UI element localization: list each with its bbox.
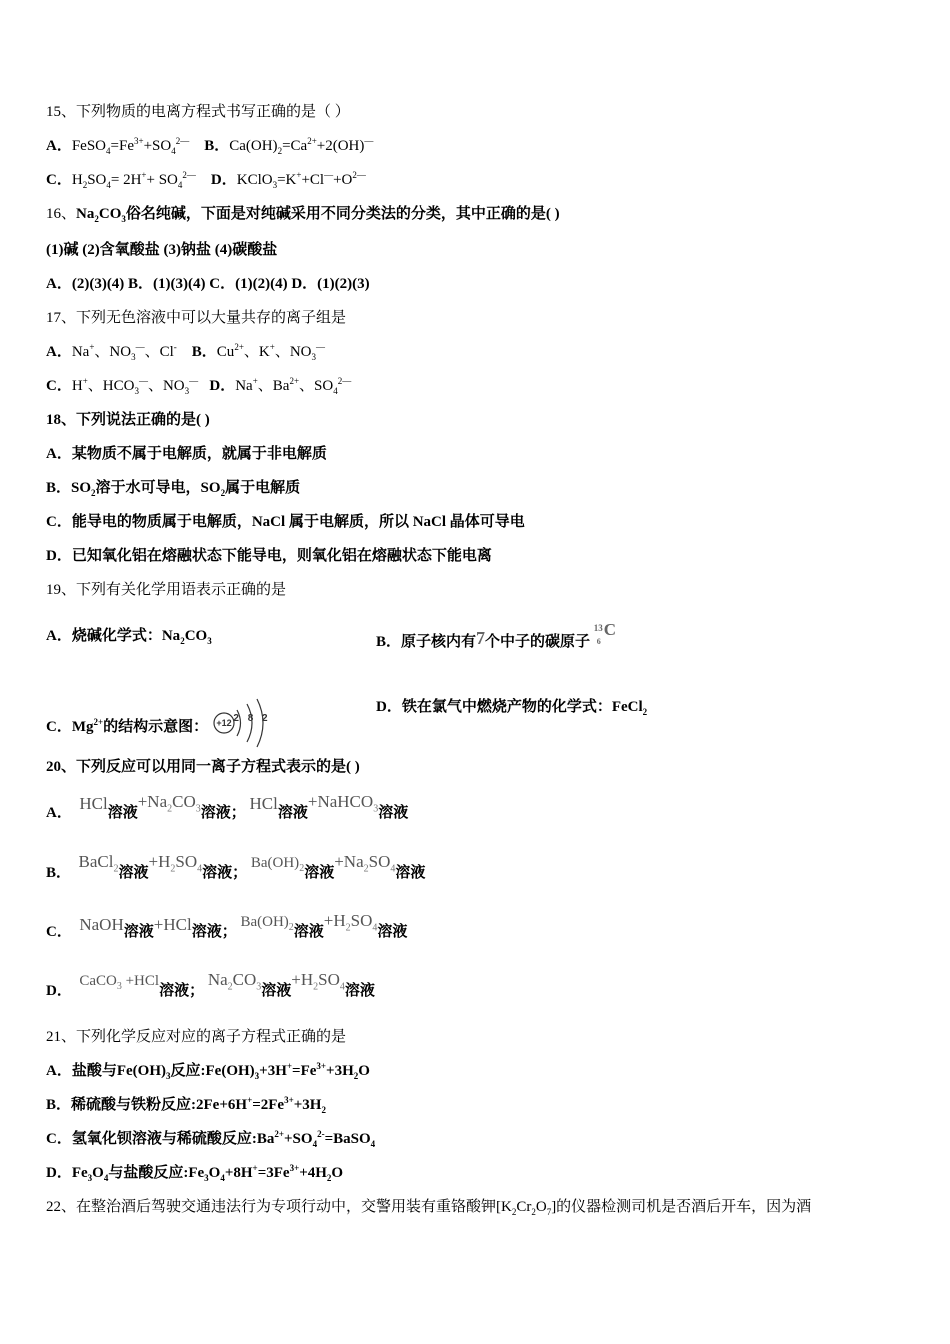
q21-option-a: A．盐酸与$Fe(OH)_3$反应$:Fe(OH)_3+3H^+=Fe^{3+}+3H_2O$: [46, 1061, 370, 1081]
q19-option-c: C．$Mg^{2+}$的结构示意图： +12 2 8 2: [46, 697, 274, 749]
q15-options-cd: C．$H_2SO_4= 2H^++ SO_4^{2—}$ D．$KClO_3=K^++Cl^—+O^{2—}$: [46, 170, 366, 190]
q20-option-b: B． BaCl$_2$溶液$+H_2SO_4$溶液； $Ba(OH)_2$溶液$+Na_2SO_4$溶液: [46, 852, 426, 881]
q16-categories: (1)碱 (2)含氧酸盐 (3)钠盐 (4)碳酸盐: [46, 242, 278, 258]
q22-stem: 22、在整治酒后驾驶交通违法行为专项行动中，交警用装有重铬酸钾$[K_2Cr_2O_7]$的仪器检测司机是否酒后开车，因为酒: [46, 1199, 812, 1217]
q18-option-b: B．$SO_2$溶于水可导电，$SO_2$属于电解质: [46, 480, 301, 498]
mg-ion-structure-diagram: [212, 697, 274, 749]
svg-text:2 8 2: 2 8 2: [233, 713, 271, 724]
q21-option-b: B．稀硫酸与铁粉反应$:2Fe+6H^+=2Fe^{3+}+3H_2$: [46, 1095, 326, 1115]
q21-option-c: C．氢氧化钡溶液与稀硫酸反应$:Ba^{2+}+SO_4^{2-}=BaSO_4$: [46, 1129, 376, 1149]
q19-stem: 19、下列有关化学用语表示正确的是: [46, 582, 287, 598]
q19-option-d: D．铁在氯气中燃烧产物的化学式：FeCl$_2$: [376, 699, 648, 717]
q18-option-c: C．能导电的物质属于电解质，NaCl 属于电解质，所以 NaCl 晶体可导电: [46, 514, 525, 530]
q20-stem: 20、下列反应可以用同一离子方程式表示的是( ): [46, 759, 360, 775]
q19-option-a: A．烧碱化学式：$Na_2CO_3$: [46, 628, 212, 646]
q17-options-cd: C．H+、$HCO_3^—$、$NO_3^—$ D．Na+、$Ba^{2+}$、$SO_4^{2—}$: [46, 376, 352, 396]
q18-option-d: D．已知氧化铝在熔融状态下能导电，则氧化铝在熔融状态下能电离: [46, 548, 492, 564]
q17-options-ab: A．Na+、$NO_3^—$、Cl- B．$Cu^{2+}$、K+、$NO_3^—$: [46, 342, 325, 362]
q20-option-d: D． CaCO$_3$ +HCl溶液； $Na_2CO_3$溶液$+H_2SO_4$溶液: [46, 970, 375, 999]
q18-option-a: A．某物质不属于电解质，就属于非电解质: [46, 446, 327, 462]
q20-option-c: C． NaOH溶液+HCl溶液； $Ba(OH)_2$溶液$+H_2SO_4$溶液: [46, 911, 408, 940]
q20-option-a: A． HCl溶液$+Na_2CO_3$溶液； HCl溶液+NaHCO$_3$溶液: [46, 792, 409, 821]
q15-stem: 15、下列物质的电离方程式书写正确的是（ ）: [46, 104, 350, 120]
q16-stem: 16、$Na_2CO_3$俗名纯碱，下面是对纯碱采用不同分类法的分类，其中正确的是( ): [46, 206, 560, 224]
svg-text:+12: +12: [216, 718, 232, 728]
q15-options-ab: A．$FeSO_4=Fe^{3+}+SO_4^{2—}$ B．$Ca(OH)_2=Ca^{2+}+2(OH)^—$: [46, 136, 374, 156]
q16-options: A．(2)(3)(4) B．(1)(3)(4) C．(1)(2)(4) D．(1)(2)(3): [46, 276, 370, 292]
q19-option-b: B．原子核内有7个中子的碳原子 13 6 C: [376, 620, 617, 650]
q17-stem: 17、下列无色溶液中可以大量共存的离子组是: [46, 310, 347, 326]
q18-stem: 18、下列说法正确的是( ): [46, 412, 210, 428]
q21-stem: 21、下列化学反应对应的离子方程式正确的是: [46, 1029, 347, 1045]
q21-option-d: D．$Fe_3O_4$与盐酸反应$:Fe_3O_4+8H^+=3Fe^{3+}+4H_2O$: [46, 1163, 344, 1183]
carbon-13-nuclide: 13 6 C: [593, 620, 617, 646]
